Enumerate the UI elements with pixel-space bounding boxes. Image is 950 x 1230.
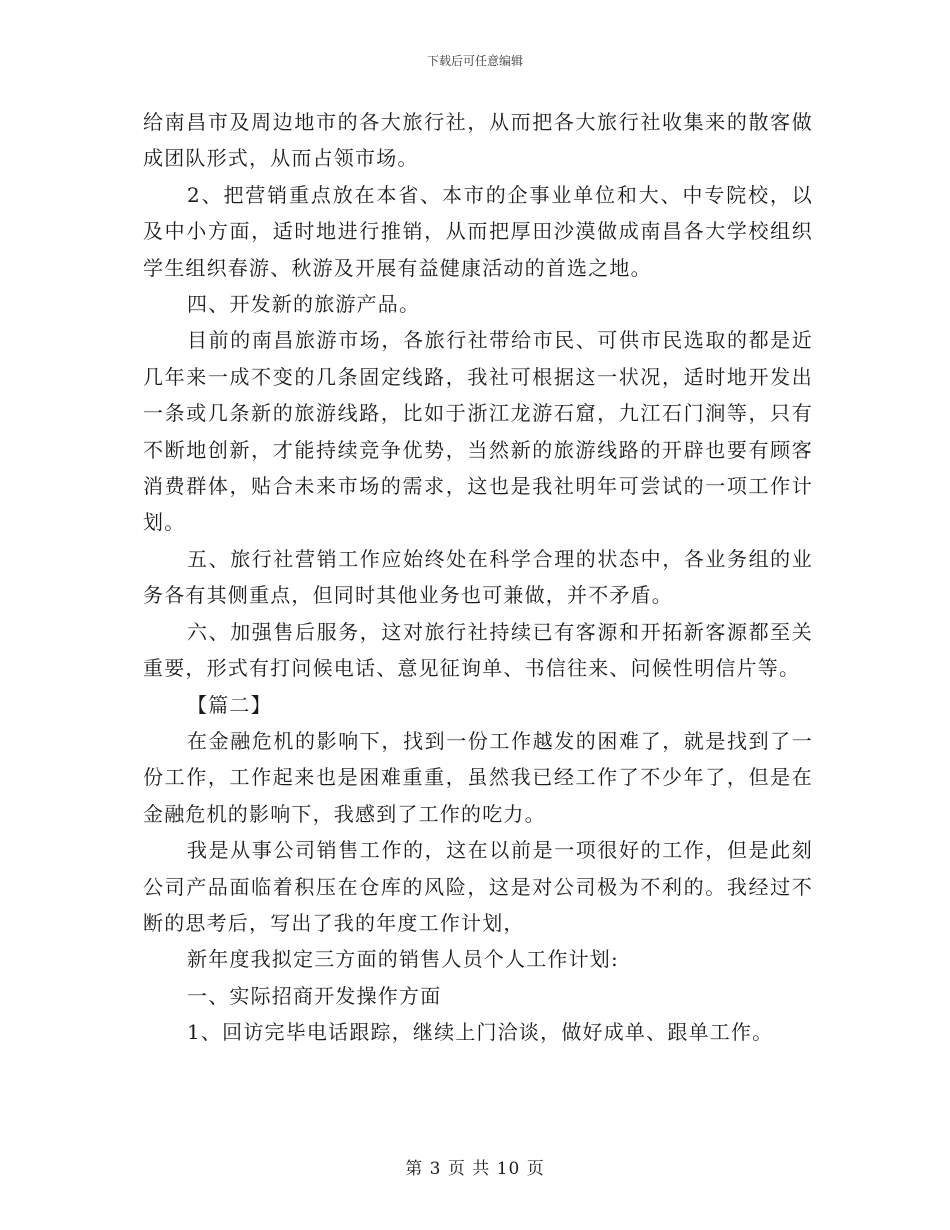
footer-middle: 页 共 [447,1159,491,1179]
section-heading-1: 一、实际招商开发操作方面 [187,983,442,1008]
paragraph-8: 新年度我拟定三方面的销售人员个人工作计划: [187,947,619,972]
paragraph-7: 我是从事公司销售工作的，这在以前是一项很好的工作，但是此刻公司产品面临着积压在仓库的风险，这是对公司极为不利的。我经过不断的思考后，写出了我的年度工作计划， [143,838,813,935]
page-header: 下载后可任意编辑 [426,54,523,68]
paragraph-2: 2、把营销重点放在本省、本市的企事业单位和大、中专院校，以及中小方面，适时地进行推销，从而把厚田沙漠做成南昌各大学校组织学生组织春游、秋游及开展有益健康活动的首选之地。 [143,182,813,280]
footer-prefix: 第 [405,1159,424,1179]
part-heading: 【篇二】 [187,692,272,717]
paragraph-3: 目前的南昌旅游市场，各旅行社带给市民、可供市民选取的都是近几年来一成不变的几条固定线路，我社可根据这一状况，适时地开发出一条或几条新的旅游线路，比如于浙江龙游石窟，九江石门涧等，只有不断地创新，才能持续竞争优势，当然新的旅游线路的开辟也要有顾客消费群体，贴合未来市场的需求，这也是我社明年可尝试的一项工作计划。 [143,328,813,535]
paragraph-5: 六、加强售后服务，这对旅行社持续已有客源和开拓新客源都至关重要，形式有打问候电话、意见征询单、书信往来、问候性明信片等。 [143,619,813,681]
paragraph-4: 五、旅行社营销工作应始终处在科学合理的状态中，各业务组的业务各有其侧重点，但同时其他业务也可兼做，并不矛盾。 [143,546,813,608]
paragraph-9: 1、回访完毕电话跟踪，继续上门洽谈，做好成单、跟单工作。 [187,1020,774,1045]
footer-current-page: 3 [429,1159,442,1179]
paragraph-6: 在金融危机的影响下，找到一份工作越发的困难了，就是找到了一份工作，工作起来也是困难重重，虽然我已经工作了不少年了，但是在金融危机的影响下，我感到了工作的吃力。 [143,728,813,826]
document-body [143,104,813,1051]
footer-total-pages: 10 [496,1159,521,1179]
page-footer [0,1154,950,1179]
paragraph-1: 给南昌市及周边地市的各大旅行社，从而把各大旅行社收集来的散客做成团队形式，从而占领市场。 [143,110,813,171]
footer-suffix: 页 [526,1159,545,1179]
section-heading-4: 四、开发新的旅游产品。 [187,292,421,317]
